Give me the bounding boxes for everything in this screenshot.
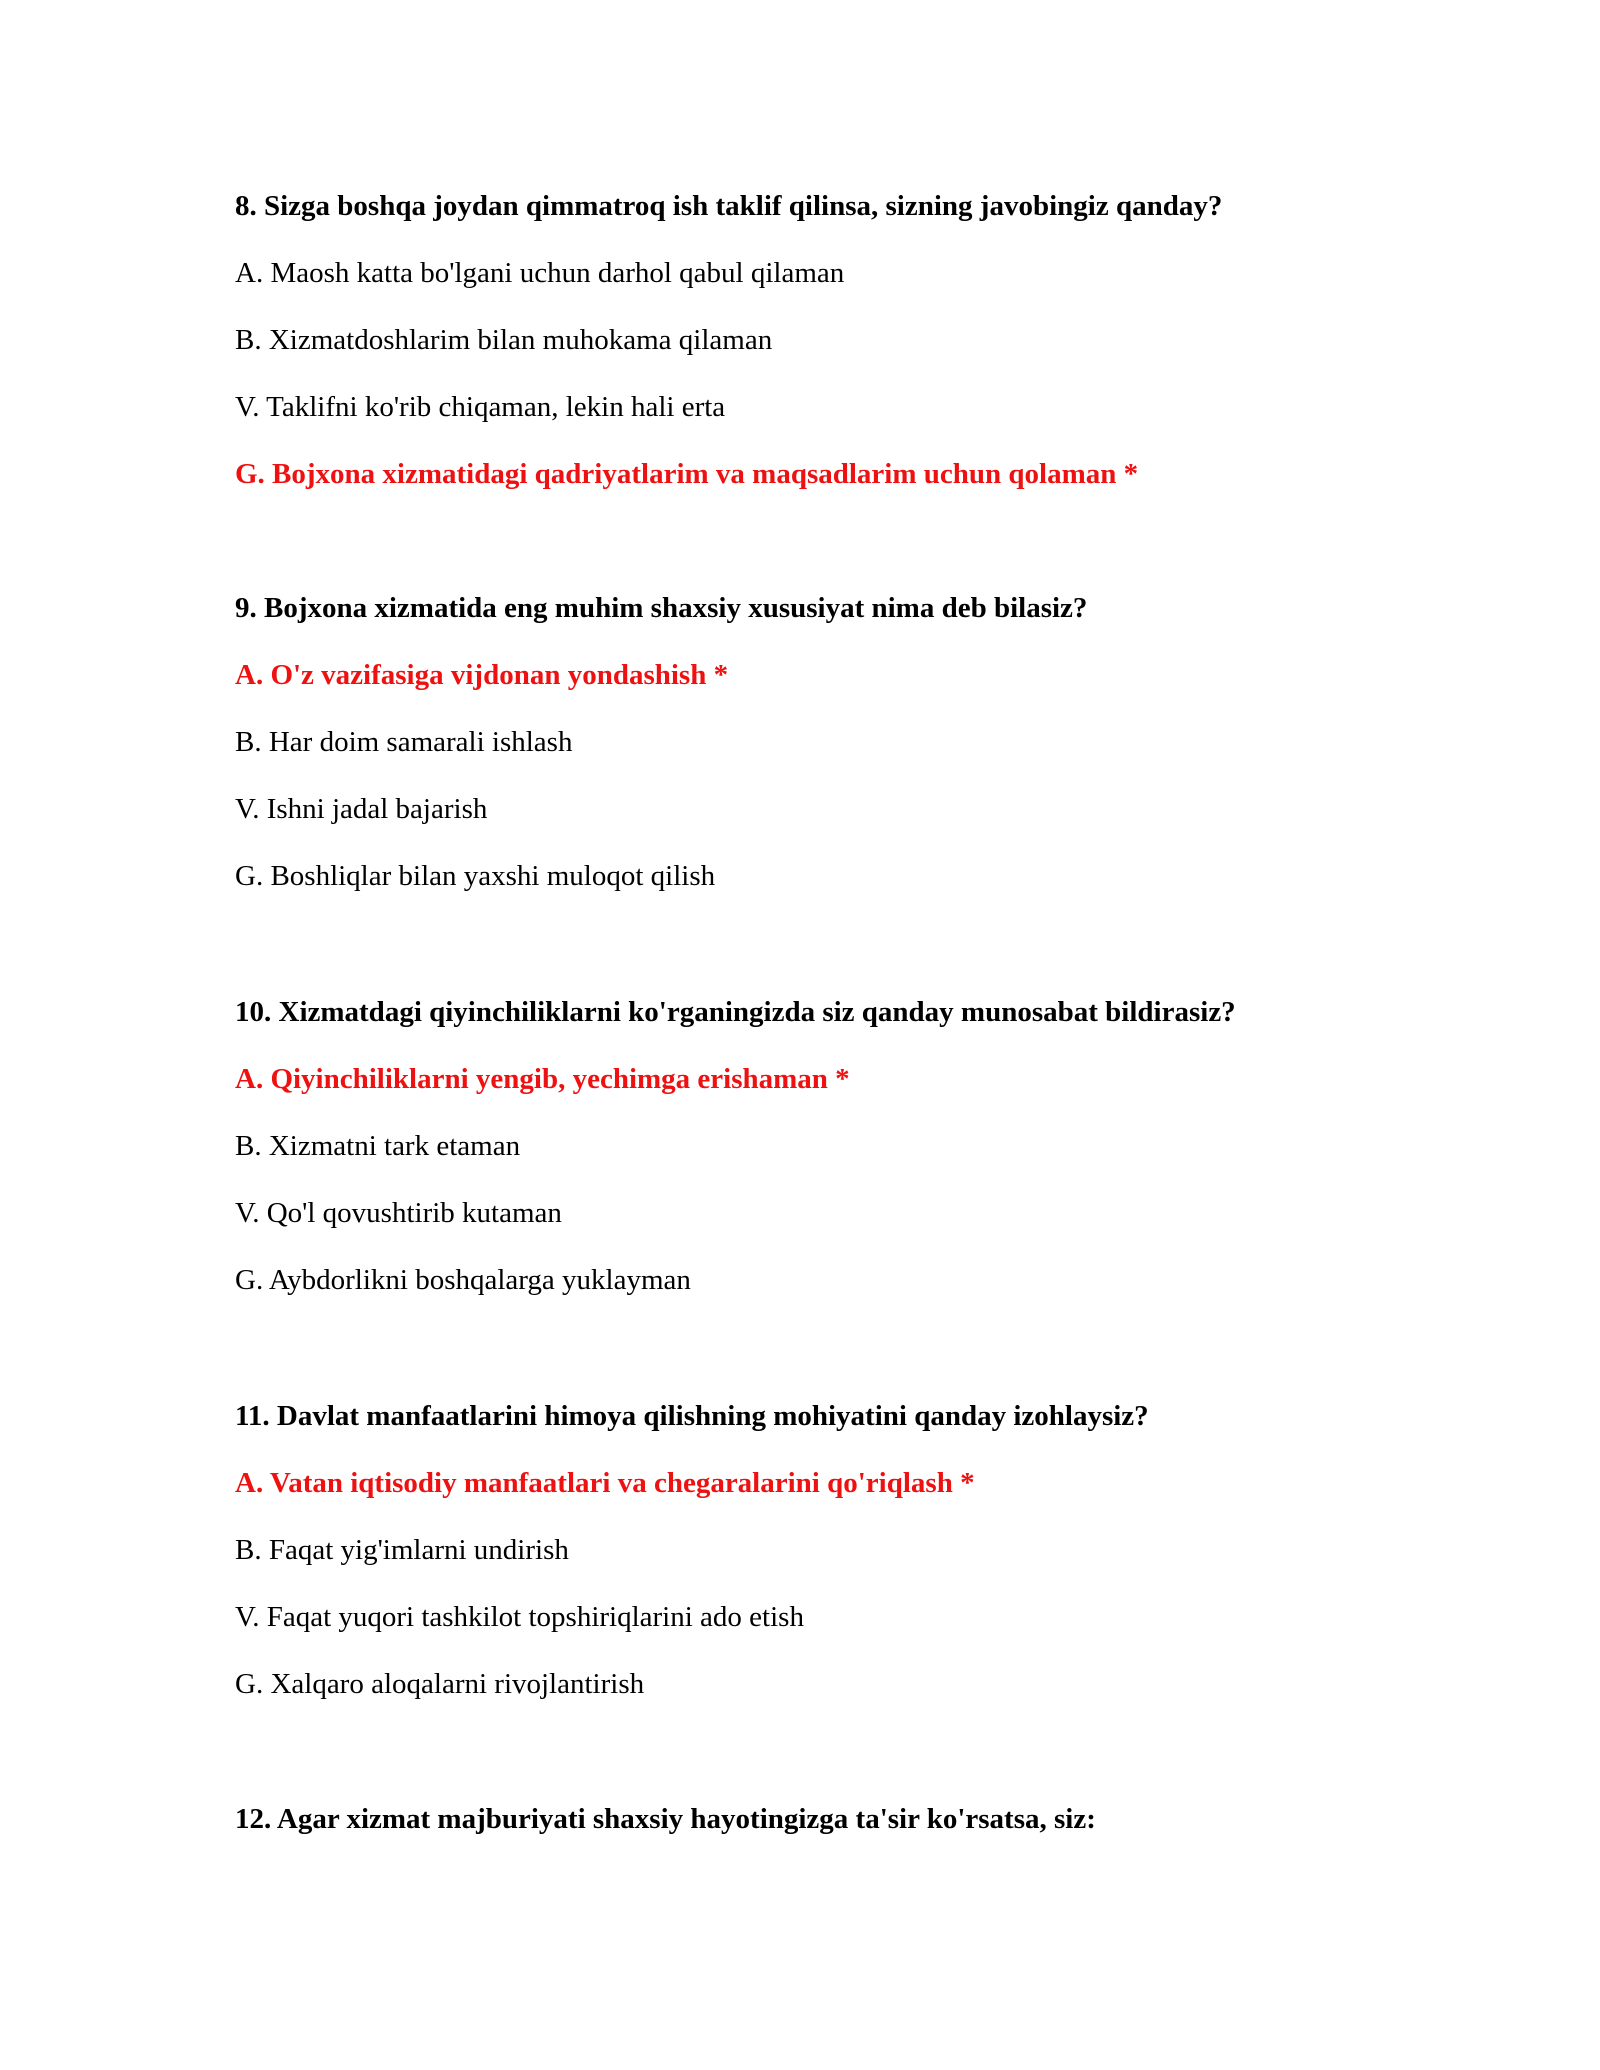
option-g: G. Aybdorlikni boshqalarga yuklayman [235,1264,691,1296]
question-text: 10. Xizmatdagi qiyinchiliklarni ko'rganingizda siz qanday munosabat bildirasiz? [235,996,1236,1028]
option-b: B. Xizmatni tark etaman [235,1130,521,1162]
option-v: V. Ishni jadal bajarish [235,793,488,825]
question-text: 9. Bojxona xizmatida eng muhim shaxsiy xususiyat nima deb bilasiz? [235,592,1088,624]
option-v: V. Faqat yuqori tashkilot topshiriqlarini ado etish [235,1601,804,1633]
option-g: G. Boshliqlar bilan yaxshi muloqot qilish [235,860,716,892]
option-g: G. Xalqaro aloqalarni rivojlantirish [235,1668,645,1700]
question-text: 8. Sizga boshqa joydan qimmatroq ish taklif qilinsa, sizning javobingiz qanday? [235,190,1223,222]
option-g-correct: G. Bojxona xizmatidagi qadriyatlarim va maqsadlarim uchun qolaman * [235,458,1139,490]
option-a-correct: A. O'z vazifasiga vijdonan yondashish * [235,659,729,691]
option-a: A. Maosh katta bo'lgani uchun darhol qabul qilaman [235,257,845,289]
option-b: B. Faqat yig'imlarni undirish [235,1534,569,1566]
question-text: 12. Agar xizmat majburiyati shaxsiy hayotingizga ta'sir ko'rsatsa, siz: [235,1803,1096,1835]
option-a-correct: A. Vatan iqtisodiy manfaatlari va chegaralarini qo'riqlash * [235,1467,975,1499]
option-b: B. Xizmatdoshlarim bilan muhokama qilaman [235,324,773,356]
question-text: 11. Davlat manfaatlarini himoya qilishning mohiyatini qanday izohlaysiz? [235,1400,1149,1432]
option-a-correct: A. Qiyinchiliklarni yengib, yechimga erishaman * [235,1063,850,1095]
option-v: V. Qo'l qovushtirib kutaman [235,1197,562,1229]
option-b: B. Har doim samarali ishlash [235,726,573,758]
option-v: V. Taklifni ko'rib chiqaman, lekin hali erta [235,391,726,423]
